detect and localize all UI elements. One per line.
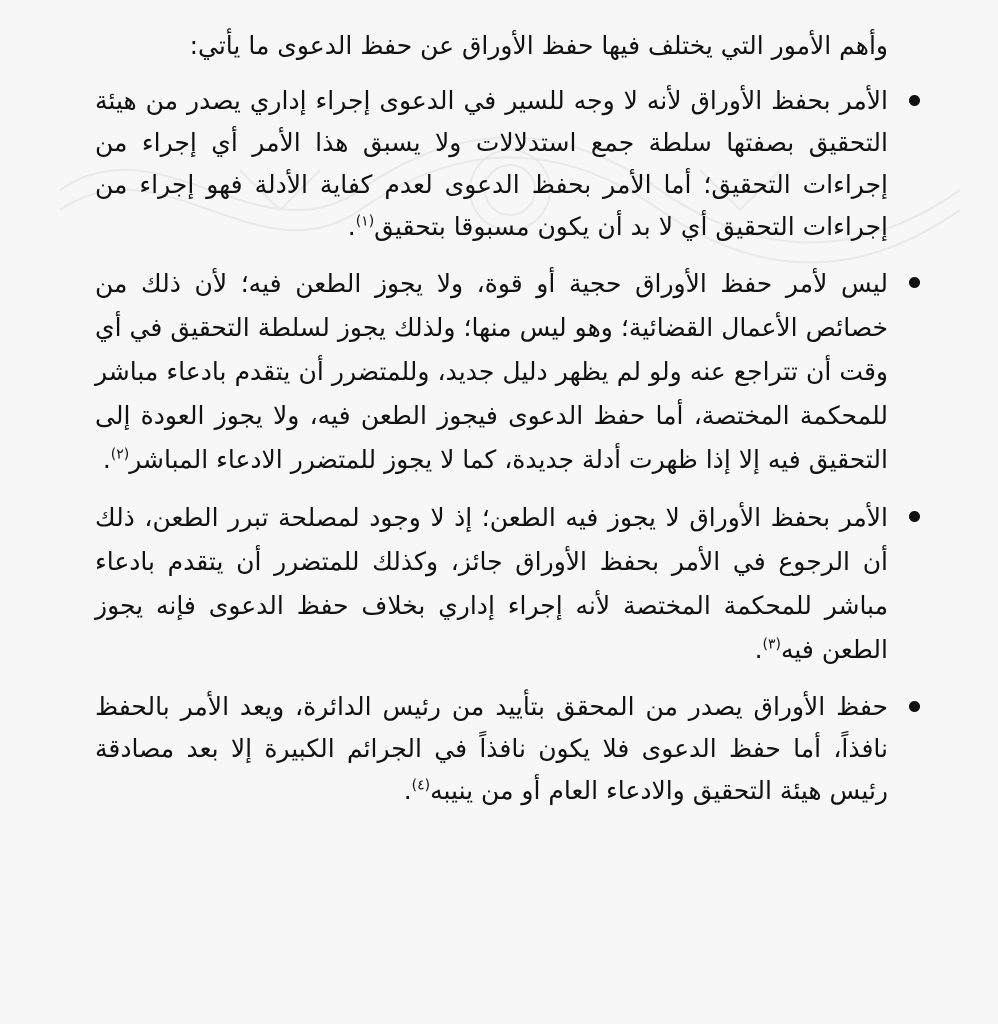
footnote-marker: (٣): [762, 636, 781, 653]
list-item-end: .: [347, 212, 356, 241]
intro-paragraph: وأهم الأمور التي يختلف فيها حفظ الأوراق عن حفظ الدعوى ما يأتي:: [189, 31, 888, 60]
list-item-end: .: [102, 445, 111, 474]
list-item: [95, 686, 888, 812]
footnote-marker: (٤): [411, 777, 431, 794]
list-item-text: الأمر بحفظ الأوراق لأنه لا وجه للسير في الدعوى إجراء إداري يصدر من هيئة التحقيق بصفتها سلطة جمع استدلالات ولا يسبق هذا الأمر أي إجراء من إجراءات التحقيق؛ أما الأمر بحفظ الدعوى لعدم كفاية الأدلة فهو إجراء من إجراءات التحقيق أي لا بد أن يكون مسبوقا بتحقيق: [95, 86, 888, 241]
list-item-text: ليس لأمر حفظ الأوراق حجية أو قوة، ولا يجوز الطعن فيه؛ لأن ذلك من خصائص الأعمال القضائية؛ وهو ليس منها؛ ولذلك يجوز لسلطة التحقيق في أي وقت أن تتراجع عنه ولو لم يظهر دليل جديد، وللمتضرر أن يتقدم بادعاء مباشر للمحكمة المختصة، أما حفظ الدعوى فيجوز الطعن فيه، ولا يجوز العودة إلى التحقيق فيه إلا إذا ظهرت أدلة جديدة، كما لا يجوز للمتضرر الادعاء المباشر: [95, 269, 888, 474]
list-item-end: .: [403, 776, 412, 805]
bullet-icon: [909, 277, 920, 288]
list-item: [95, 496, 888, 672]
bullet-icon: [909, 95, 920, 106]
footnote-marker: (٢): [110, 446, 130, 463]
list-item: [95, 80, 888, 248]
list-item-text: حفظ الأوراق يصدر من المحقق بتأييد من رئيس الدائرة، ويعد الأمر بالحفظ نافذاً، أما حفظ الدعوى فلا يكون نافذاً في الجرائم الكبيرة إلا بعد مصادقة رئيس هيئة التحقيق والادعاء العام أو من ينيبه: [95, 692, 888, 805]
list-item-text: الأمر بحفظ الأوراق لا يجوز فيه الطعن؛ إذ لا وجود لمصلحة تبرر الطعن، ذلك أن الرجوع في الأمر بحفظ الأوراق جائز، وكذلك للمتضرر أن يتقدم بادعاء مباشر للمحكمة المختصة لأنه إجراء إداري بخلاف حفظ الدعوى فإنه يجوز الطعن فيه: [95, 503, 888, 664]
bullet-icon: [909, 701, 920, 712]
bullet-icon: [909, 511, 920, 522]
footnote-marker: (١): [355, 213, 375, 230]
document-body: [95, 22, 888, 826]
bullet-list: [95, 80, 888, 812]
list-item: [95, 262, 888, 482]
list-item-end: .: [754, 635, 763, 664]
